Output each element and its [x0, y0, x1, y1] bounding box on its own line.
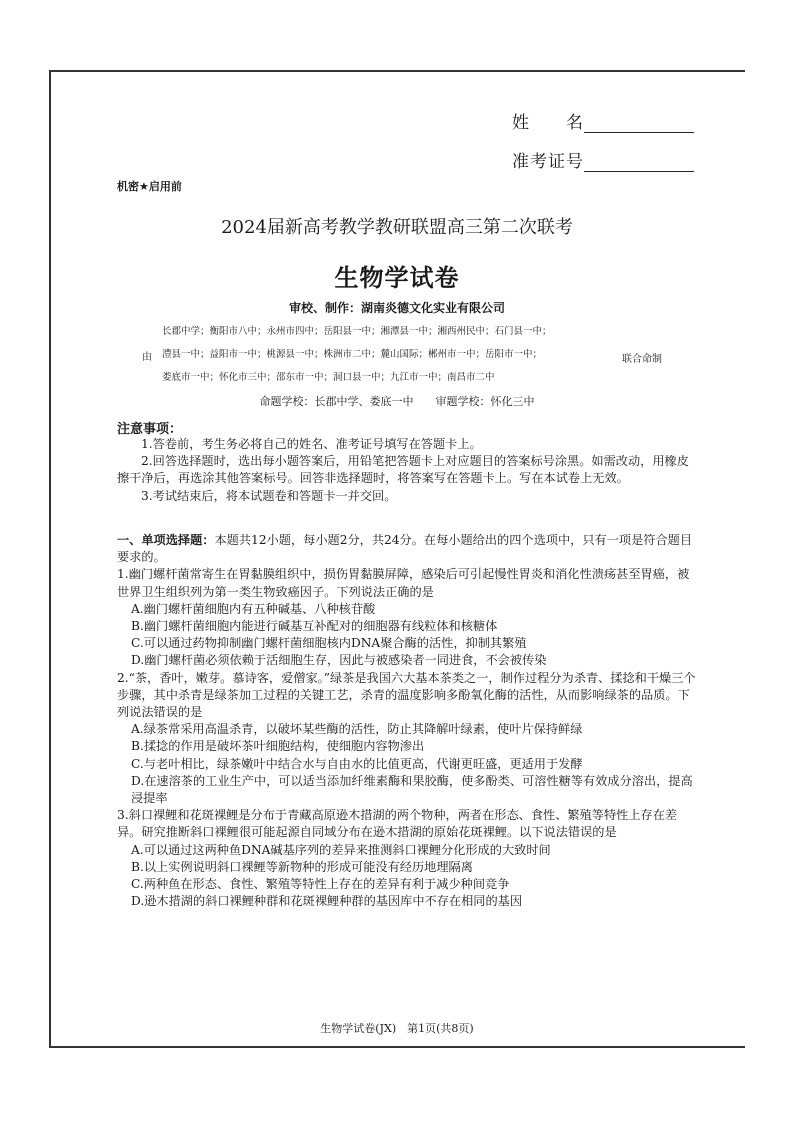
option-b: B.揉捻的作用是破坏茶叶细胞结构，使细胞内容物渗出: [131, 739, 425, 754]
name-row: [512, 108, 694, 133]
exam-title: 2024届新高考教学教研联盟高三第二次联考: [221, 217, 573, 238]
name-label: 姓 名: [512, 113, 584, 133]
option-d: D.幽门螺杆菌必须依赖于活细胞生存，因此与被感染者一同进食，不会被传染: [131, 653, 547, 668]
secret-label: 机密★启用前: [117, 180, 182, 193]
question-stem: 2.“茶，香叶，嫩芽。慕诗客，爱僧家。”绿茶是我国六大基本茶类之一，制作过程分为杀青、揉捻和干燥三个步骤，其中杀青是绿茶加工过程的关键工艺，杀青的温度影响多酚氧化酶的活性，从而影响绿茶的品质。下列说法错误的是: [117, 670, 696, 720]
schools-line-3: 娄底市一中；怀化市三中；邵东市一中；洞口县一中；九江市一中；南昌市二中: [162, 372, 495, 383]
name-blank[interactable]: [584, 112, 694, 133]
question-2: [117, 670, 701, 808]
option-a: A.可以通过这两种鱼DNA碱基序列的差异来推测斜口裸鲤分化形成的大致时间: [131, 842, 551, 857]
option-d: D.逊木措湖的斜口裸鲤种群和花斑裸鲤种群的基因库中不存在相同的基因: [131, 894, 523, 909]
question-stem: 1.幽门螺杆菌常寄生在胃黏膜组织中，损伤胃黏膜屏障，感染后可引起慢性胃炎和消化性溃疡甚至胃癌，被世界卫生组织列为第一类生物致癌因子。下列说法正确的是: [117, 567, 690, 599]
question-3: [117, 807, 701, 910]
schools-suffix: 联合命制: [622, 354, 662, 365]
note-item: 2.回答选择题时，选出每小题答案后，用铅笔把答题卡上对应题目的答案标号涂黑。如需改动，用橡皮擦干净后，再选涂其他答案标号。回答非选择题时，将答案写在答题卡上。写在本试卷上无效。: [117, 454, 689, 486]
bottom-rule: [49, 1046, 745, 1048]
commission-line: 命题学校：长郡中学、娄底一中 审题学校：怀化三中: [259, 395, 535, 408]
option-b: B.幽门螺杆菌细胞内能进行碱基互补配对的细胞器有线粒体和核糖体: [131, 619, 498, 634]
schools-line-2: 澧县一中；益阳市一中；桃源县一中；株洲市二中；麓山国际；郴州市一中；岳阳市一中；: [162, 349, 543, 360]
option-c: C.与老叶相比，绿茶嫩叶中结合水与自由水的比值更高，代谢更旺盛，更适用于发酵: [131, 756, 583, 771]
option-d: D.在速溶茶的工业生产中，可以适当添加纤维素酶和果胶酶，使多酚类、可溶性糖等有效成分溶出，提高浸提率: [131, 773, 693, 806]
option-c: C.可以通过药物抑制幽门螺杆菌细胞核内DNA聚合酶的活性，抑制其繁殖: [131, 636, 527, 651]
page-footer: 生物学试卷(JX) 第1页(共8页): [320, 1022, 474, 1035]
note-item: 3.考试结束后，将本试题卷和答题卡一并交回。: [141, 488, 397, 503]
schools-prefix: 由: [142, 352, 152, 363]
maker-line: 审校、制作：湖南炎德文化实业有限公司: [288, 301, 505, 315]
schools-line-1: 长郡中学；衡阳市八中；永州市四中；岳阳县一中；湘潭县一中；湘西州民中；石门县一中；: [162, 326, 552, 337]
section-1-intro: [117, 532, 701, 566]
option-c: C.两种鱼在形态、食性、繁殖等特性上存在的差异有利于减少种间竞争: [131, 877, 510, 892]
question-stem: 3.斜口裸鲤和花斑裸鲤是分布于青藏高原逊木措湖的两个物种，两者在形态、食性、繁殖等特性上存在差异。研究推断斜口裸鲤很可能起源自同域分布在逊木措湖的原始花斑裸鲤。以下说法错误的是: [117, 808, 678, 840]
ticket-blank[interactable]: [584, 151, 694, 172]
section-1-label: 一、单项选择题：: [117, 533, 215, 547]
note-item: 1.答卷前，考生务必将自己的姓名、准考证号填写在答题卡上。: [141, 437, 482, 451]
option-a: A.幽门螺杆菌细胞内有五种碱基、八种核苷酸: [131, 601, 376, 616]
notes-heading: 注意事项：: [117, 422, 183, 437]
ticket-label: 准考证号: [512, 152, 584, 172]
section-1: [117, 532, 701, 910]
section-1-desc: 本题共12小题，每小题2分，共24分。在每小题给出的四个选项中，只有一项是符合题目要求的。: [117, 533, 693, 565]
question-1: [117, 566, 701, 669]
subject-title: 生物学试卷: [334, 264, 460, 292]
option-a: A.绿茶常采用高温杀青，以破坏某些酶的活性，防止其降解叶绿素，使叶片保持鲜绿: [131, 722, 583, 737]
ticket-row: [512, 147, 694, 172]
option-b: B.以上实例说明斜口裸鲤等新物种的形成可能没有经历地理隔离: [131, 859, 473, 874]
notes-block: [117, 436, 701, 505]
